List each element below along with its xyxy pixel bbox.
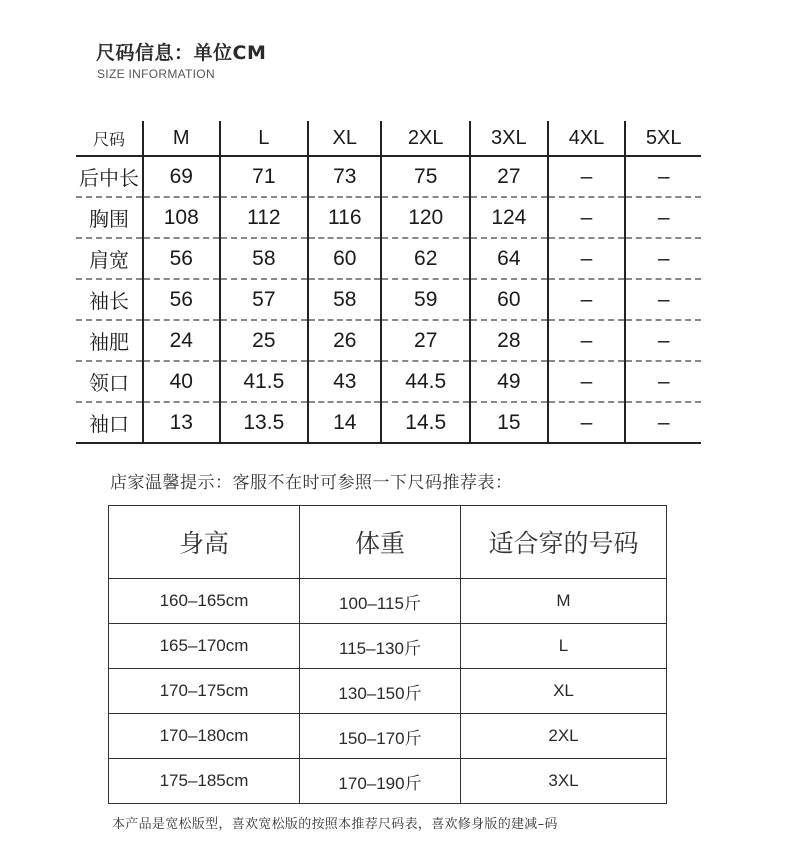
recommendation-cell: 175–185cm xyxy=(109,759,300,804)
recommendation-cell: 165–170cm xyxy=(109,624,300,669)
size-table-cell: – xyxy=(548,238,626,279)
size-table-cell: – xyxy=(625,361,701,402)
size-table-cell: 62 xyxy=(381,238,470,279)
size-table-header-cell: 尺码 xyxy=(76,121,143,156)
page-subtitle: SIZE INFORMATION xyxy=(97,67,215,81)
size-table-row xyxy=(76,156,701,197)
recommendation-row xyxy=(109,579,667,624)
size-table-cell: 75 xyxy=(381,156,470,197)
size-table-cell: 60 xyxy=(308,238,381,279)
size-table-cell: 112 xyxy=(220,197,309,238)
size-table-cell: 28 xyxy=(470,320,548,361)
size-table-cell: 69 xyxy=(143,156,220,197)
size-table-row xyxy=(76,320,701,361)
size-table-header-cell: 3XL xyxy=(470,121,548,156)
size-table-cell: 41.5 xyxy=(220,361,309,402)
size-table xyxy=(76,121,701,444)
size-table-cell: 26 xyxy=(308,320,381,361)
recommendation-cell: 2XL xyxy=(461,714,667,759)
recommendation-cell: 115–130斤 xyxy=(300,624,461,669)
size-table-cell: 13 xyxy=(143,402,220,443)
recommendation-cell: M xyxy=(461,579,667,624)
recommendation-cell: 170–175cm xyxy=(109,669,300,714)
size-table-header-cell: L xyxy=(220,121,309,156)
size-table-cell: – xyxy=(548,320,626,361)
recommendation-header-row xyxy=(109,506,667,579)
size-table-cell: 120 xyxy=(381,197,470,238)
recommendation-row xyxy=(109,759,667,804)
size-table-cell: 57 xyxy=(220,279,309,320)
size-table-row xyxy=(76,238,701,279)
recommendation-header-cell: 体重 xyxy=(300,506,461,579)
size-table-cell: 27 xyxy=(381,320,470,361)
size-table-cell: 116 xyxy=(308,197,381,238)
size-table-cell: 58 xyxy=(308,279,381,320)
size-table-cell: – xyxy=(625,402,701,443)
recommendation-header-cell: 身高 xyxy=(109,506,300,579)
size-table-row xyxy=(76,279,701,320)
size-table-row-label: 后中长 xyxy=(76,156,143,197)
tip-text: 店家温馨提示：客服不在时可参照一下尺码推荐表： xyxy=(110,473,513,493)
size-table-cell: 24 xyxy=(143,320,220,361)
size-table-cell: 56 xyxy=(143,238,220,279)
recommendation-cell: 3XL xyxy=(461,759,667,804)
recommendation-cell: 150–170斤 xyxy=(300,714,461,759)
size-table-cell: 14 xyxy=(308,402,381,443)
size-table-cell: 13.5 xyxy=(220,402,309,443)
size-table-header-cell: 2XL xyxy=(381,121,470,156)
size-table-row-label: 袖口 xyxy=(76,402,143,443)
size-table-cell: – xyxy=(548,361,626,402)
footnote: 本产品是宽松版型，喜欢宽松版的按照本推荐尺码表，喜欢修身版的建减–码 xyxy=(112,817,558,832)
size-table-cell: 44.5 xyxy=(381,361,470,402)
size-table-row xyxy=(76,361,701,402)
size-table-cell: – xyxy=(625,320,701,361)
size-table-row-label: 袖肥 xyxy=(76,320,143,361)
size-table-cell: – xyxy=(625,279,701,320)
size-table-row-label: 胸围 xyxy=(76,197,143,238)
size-table-row-label: 肩宽 xyxy=(76,238,143,279)
size-table-cell: – xyxy=(548,197,626,238)
size-table-cell: – xyxy=(548,156,626,197)
size-table-cell: 56 xyxy=(143,279,220,320)
size-table-cell: – xyxy=(625,197,701,238)
size-table-row-label: 领口 xyxy=(76,361,143,402)
size-table-cell: 27 xyxy=(470,156,548,197)
size-table-cell: 43 xyxy=(308,361,381,402)
size-table-cell: 64 xyxy=(470,238,548,279)
size-table-cell: 60 xyxy=(470,279,548,320)
recommendation-cell: 130–150斤 xyxy=(300,669,461,714)
size-table-cell: 40 xyxy=(143,361,220,402)
size-table-cell: – xyxy=(548,279,626,320)
size-table-cell: – xyxy=(625,156,701,197)
size-table-header-cell: 5XL xyxy=(625,121,701,156)
size-table-cell: 25 xyxy=(220,320,309,361)
size-table-cell: 14.5 xyxy=(381,402,470,443)
recommendation-row xyxy=(109,714,667,759)
recommendation-header-cell: 适合穿的号码 xyxy=(461,506,667,579)
size-table-cell: 73 xyxy=(308,156,381,197)
recommendation-cell: 160–165cm xyxy=(109,579,300,624)
size-table-row xyxy=(76,402,701,443)
size-table-cell: – xyxy=(625,238,701,279)
recommendation-row xyxy=(109,624,667,669)
recommendation-cell: XL xyxy=(461,669,667,714)
size-table-cell: 15 xyxy=(470,402,548,443)
size-table-cell: 71 xyxy=(220,156,309,197)
size-table-header-cell: XL xyxy=(308,121,381,156)
recommendation-cell: 170–180cm xyxy=(109,714,300,759)
size-table-header-cell: 4XL xyxy=(548,121,626,156)
recommendation-cell: L xyxy=(461,624,667,669)
size-table-row-label: 袖长 xyxy=(76,279,143,320)
recommendation-table xyxy=(108,505,667,804)
recommendation-cell: 100–115斤 xyxy=(300,579,461,624)
size-table-cell: 49 xyxy=(470,361,548,402)
size-table-header-cell: M xyxy=(143,121,220,156)
size-table-cell: – xyxy=(548,402,626,443)
recommendation-cell: 170–190斤 xyxy=(300,759,461,804)
recommendation-row xyxy=(109,669,667,714)
size-table-cell: 59 xyxy=(381,279,470,320)
size-table-cell: 58 xyxy=(220,238,309,279)
page-title: 尺码信息：单位CM xyxy=(96,42,267,64)
size-table-row xyxy=(76,197,701,238)
size-table-header-row xyxy=(76,121,701,156)
size-table-cell: 124 xyxy=(470,197,548,238)
size-table-cell: 108 xyxy=(143,197,220,238)
